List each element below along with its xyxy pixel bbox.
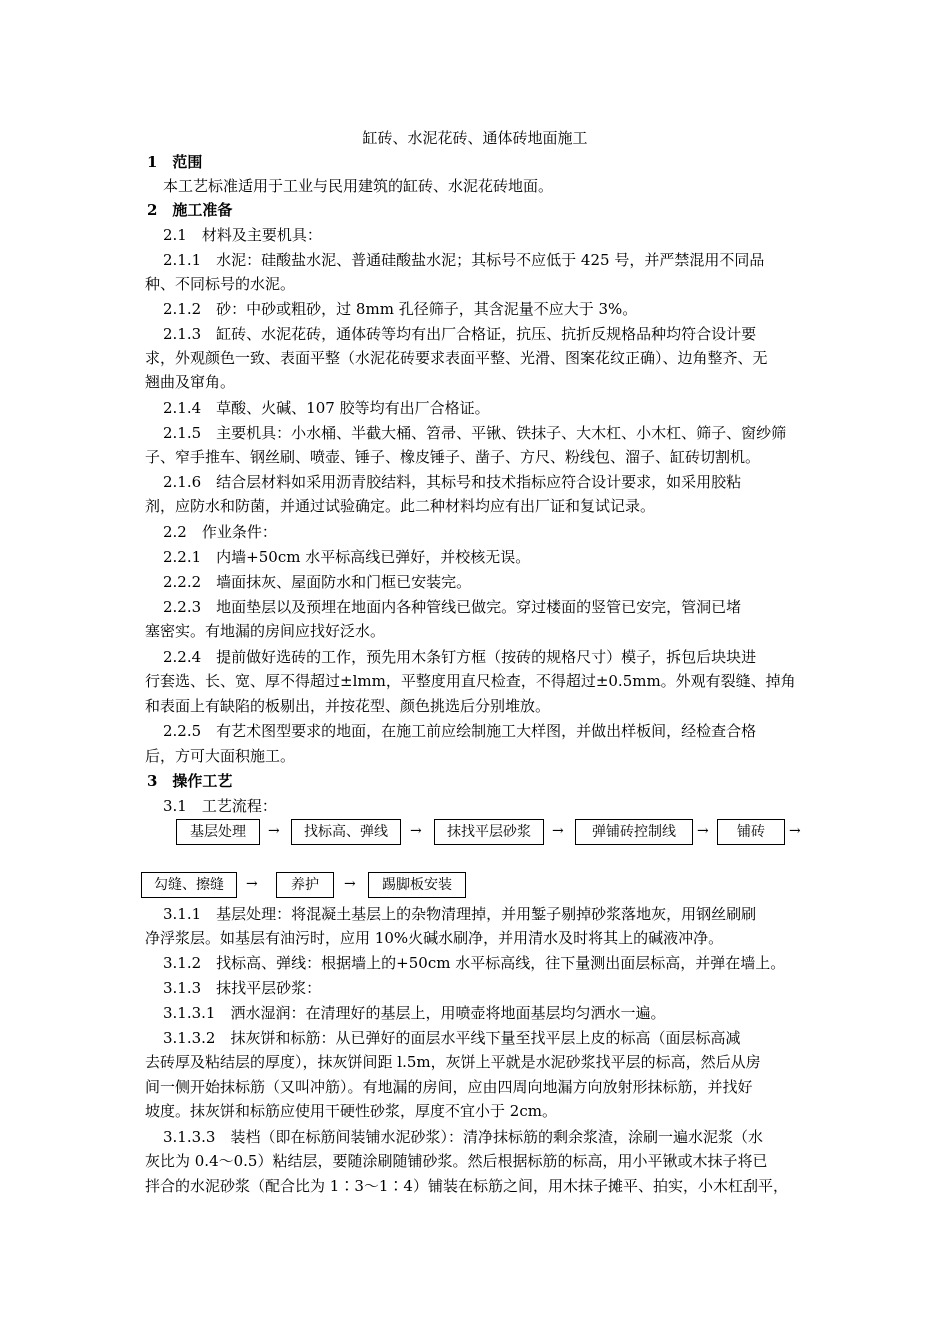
flow-arrow-icon: → <box>789 823 801 839</box>
flow-box-laying-brick: 铺砖 <box>717 819 785 845</box>
section-3-heading: 3 操作工艺 <box>147 772 233 790</box>
flow-box-skirting-install: 踢脚板安装 <box>368 872 466 898</box>
clause-2-1-3-line-1: 2.1.3 缸砖、水泥花砖，通体砖等均有出厂合格证，抗压、抗折反规格品种均符合设计要 <box>163 325 757 343</box>
clause-3-1-3: 3.1.3 抹找平层砂浆： <box>163 979 322 997</box>
clause-2-2-3-line-1: 2.2.3 地面垫层以及预埋在地面内各种管线已做完。穿过楼面的竖管已安完，管洞已堵 <box>163 598 742 616</box>
clause-3-1-2: 3.1.2 找标高、弹线：根据墙上的+50cm 水平标高线，往下量测出面层标高，并弹在墙上。 <box>163 954 786 972</box>
flow-arrow-icon: → <box>410 823 422 839</box>
clause-3-1-1-line-1: 3.1.1 基层处理：将混凝土基层上的杂物清理掉，并用錾子剔掉砂浆落地灰，用钢丝刷刷 <box>163 905 757 923</box>
clause-2-1-5-line-2: 子、窄手推车、钢丝刷、喷壶、锤子、橡皮锤子、凿子、方尺、粉线包、溜子、缸砖切割机。 <box>145 448 761 466</box>
clause-3-1-3-3-line-2: 灰比为 0.4～0.5）粘结层，要随涂刷随铺砂浆。然后根据标筋的标高，用小平锹或木抹子将已 <box>145 1152 768 1170</box>
flow-arrow-icon: → <box>344 876 356 892</box>
flow-box-joint-pointing: 勾缝、擦缝 <box>141 872 237 898</box>
clause-2-1-1-line-2: 种、不同标号的水泥。 <box>145 275 296 293</box>
flow-arrow-icon: → <box>246 876 258 892</box>
clause-2-1-3-line-2: 求，外观颜色一致、表面平整（水泥花砖要求表面平整、光滑、图案花纹正确）、边角整齐、无 <box>145 349 768 367</box>
clause-3-1-1-line-2: 净浮浆层。如基层有油污时，应用 10%火碱水刷净，并用清水及时将其上的碱液冲净。 <box>145 929 724 947</box>
section-2-heading: 2 施工准备 <box>147 201 233 219</box>
flow-box-curing: 养护 <box>276 872 334 898</box>
clause-2-1-4: 2.1.4 草酸、火碱、107 胶等均有出厂合格证。 <box>163 399 490 417</box>
flow-arrow-icon: → <box>697 823 709 839</box>
clause-3-1-3-1: 3.1.3.1 洒水湿润：在清理好的基层上，用喷壶将地面基层均匀洒水一遍。 <box>163 1004 666 1022</box>
flow-box-level-marking: 找标高、弹线 <box>291 819 401 845</box>
document-title: 缸砖、水泥花砖、通体砖地面施工 <box>362 129 588 147</box>
clause-3-1-3-3-line-3: 拌合的水泥砂浆（配合比为 1∶3～1∶4）铺装在标筋之间，用木抹子摊平、拍实，小木杠刮平， <box>145 1177 788 1195</box>
flow-arrow-icon: → <box>552 823 564 839</box>
clause-2-2-5-line-1: 2.2.5 有艺术图型要求的地面，在施工前应绘制施工大样图，并做出样板间，经检查合格 <box>163 722 757 740</box>
flow-arrow-icon: → <box>268 823 280 839</box>
clause-2-1-2: 2.1.2 砂：中砂或粗砂，过 8mm 孔径筛子，其含泥量不应大于 3%。 <box>163 300 638 318</box>
clause-2-1-6-line-1: 2.1.6 结合层材料如采用沥青胶结料，其标号和技术指标应符合设计要求，如采用胶粘 <box>163 473 742 491</box>
clause-2-2-5-line-2: 后，方可大面积施工。 <box>145 747 296 765</box>
section-1-paragraph: 本工艺标准适用于工业与民用建筑的缸砖、水泥花砖地面。 <box>163 177 554 195</box>
flow-box-leveling-mortar: 抹找平层砂浆 <box>434 819 544 845</box>
clause-2-1-3-line-3: 翘曲及窜角。 <box>145 373 236 391</box>
clause-2-1-5-line-1: 2.1.5 主要机具：小水桶、半截大桶、笤帚、平锹、铁抹子、大木杠、小木杠、筛子、窗纱筛 <box>163 424 787 442</box>
flow-box-base-treatment: 基层处理 <box>176 819 260 845</box>
clause-2-2-4-line-3: 和表面上有缺陷的板剔出，并按花型、颜色挑选后分别堆放。 <box>145 697 551 715</box>
clause-2-1: 2.1 材料及主要机具： <box>163 226 322 244</box>
section-1-heading: 1 范围 <box>147 153 203 171</box>
clause-2-2-1: 2.2.1 内墙+50cm 水平标高线已弹好，并校核无误。 <box>163 548 531 566</box>
flow-box-control-lines: 弹铺砖控制线 <box>575 819 693 845</box>
clause-2-2-2: 2.2.2 墙面抹灰、屋面防水和门框已安装完。 <box>163 573 472 591</box>
clause-3-1-3-2-line-1: 3.1.3.2 抹灰饼和标筋：从已弹好的面层水平线下量至找平层上皮的标高（面层标高减 <box>163 1029 741 1047</box>
clause-2-1-6-line-2: 剂，应防水和防菌，并通过试验确定。此二种材料均应有出厂证和复试记录。 <box>145 497 656 515</box>
clause-3-1-3-3-line-1: 3.1.3.3 装档（即在标筋间装铺水泥砂浆）：清净抹标筋的剩余浆渣，涂刷一遍水泥浆（水 <box>163 1128 763 1146</box>
clause-3-1: 3.1 工艺流程： <box>163 797 277 815</box>
clause-2-2-4-line-1: 2.2.4 提前做好选砖的工作，预先用木条钉方框（按砖的规格尺寸）模子，拆包后块块进 <box>163 648 757 666</box>
clause-3-1-3-2-line-4: 坡度。抹灰饼和标筋应使用干硬性砂浆，厚度不宜小于 2cm。 <box>145 1102 557 1120</box>
clause-2-1-1-line-1: 2.1.1 水泥：硅酸盐水泥、普通硅酸盐水泥；其标号不应低于 425 号，并严禁混用不同品 <box>163 251 765 269</box>
clause-3-1-3-2-line-3: 间一侧开始抹标筋（又叫冲筋）。有地漏的房间，应由四周向地漏方向放射形抹标筋，并找好 <box>145 1078 753 1096</box>
clause-3-1-3-2-line-2: 去砖厚及粘结层的厚度），抹灰饼间距 l.5m，灰饼上平就是水泥砂浆找平层的标高，然后从房 <box>145 1053 761 1071</box>
clause-2-2-4-line-2: 行套选、长、宽、厚不得超过±lmm，平整度用直尺检查，不得超过±0.5mm。外观有裂缝、掉角 <box>145 672 796 690</box>
clause-2-2-3-line-2: 塞密实。有地漏的房间应找好泛水。 <box>145 622 386 640</box>
clause-2-2: 2.2 作业条件： <box>163 523 277 541</box>
